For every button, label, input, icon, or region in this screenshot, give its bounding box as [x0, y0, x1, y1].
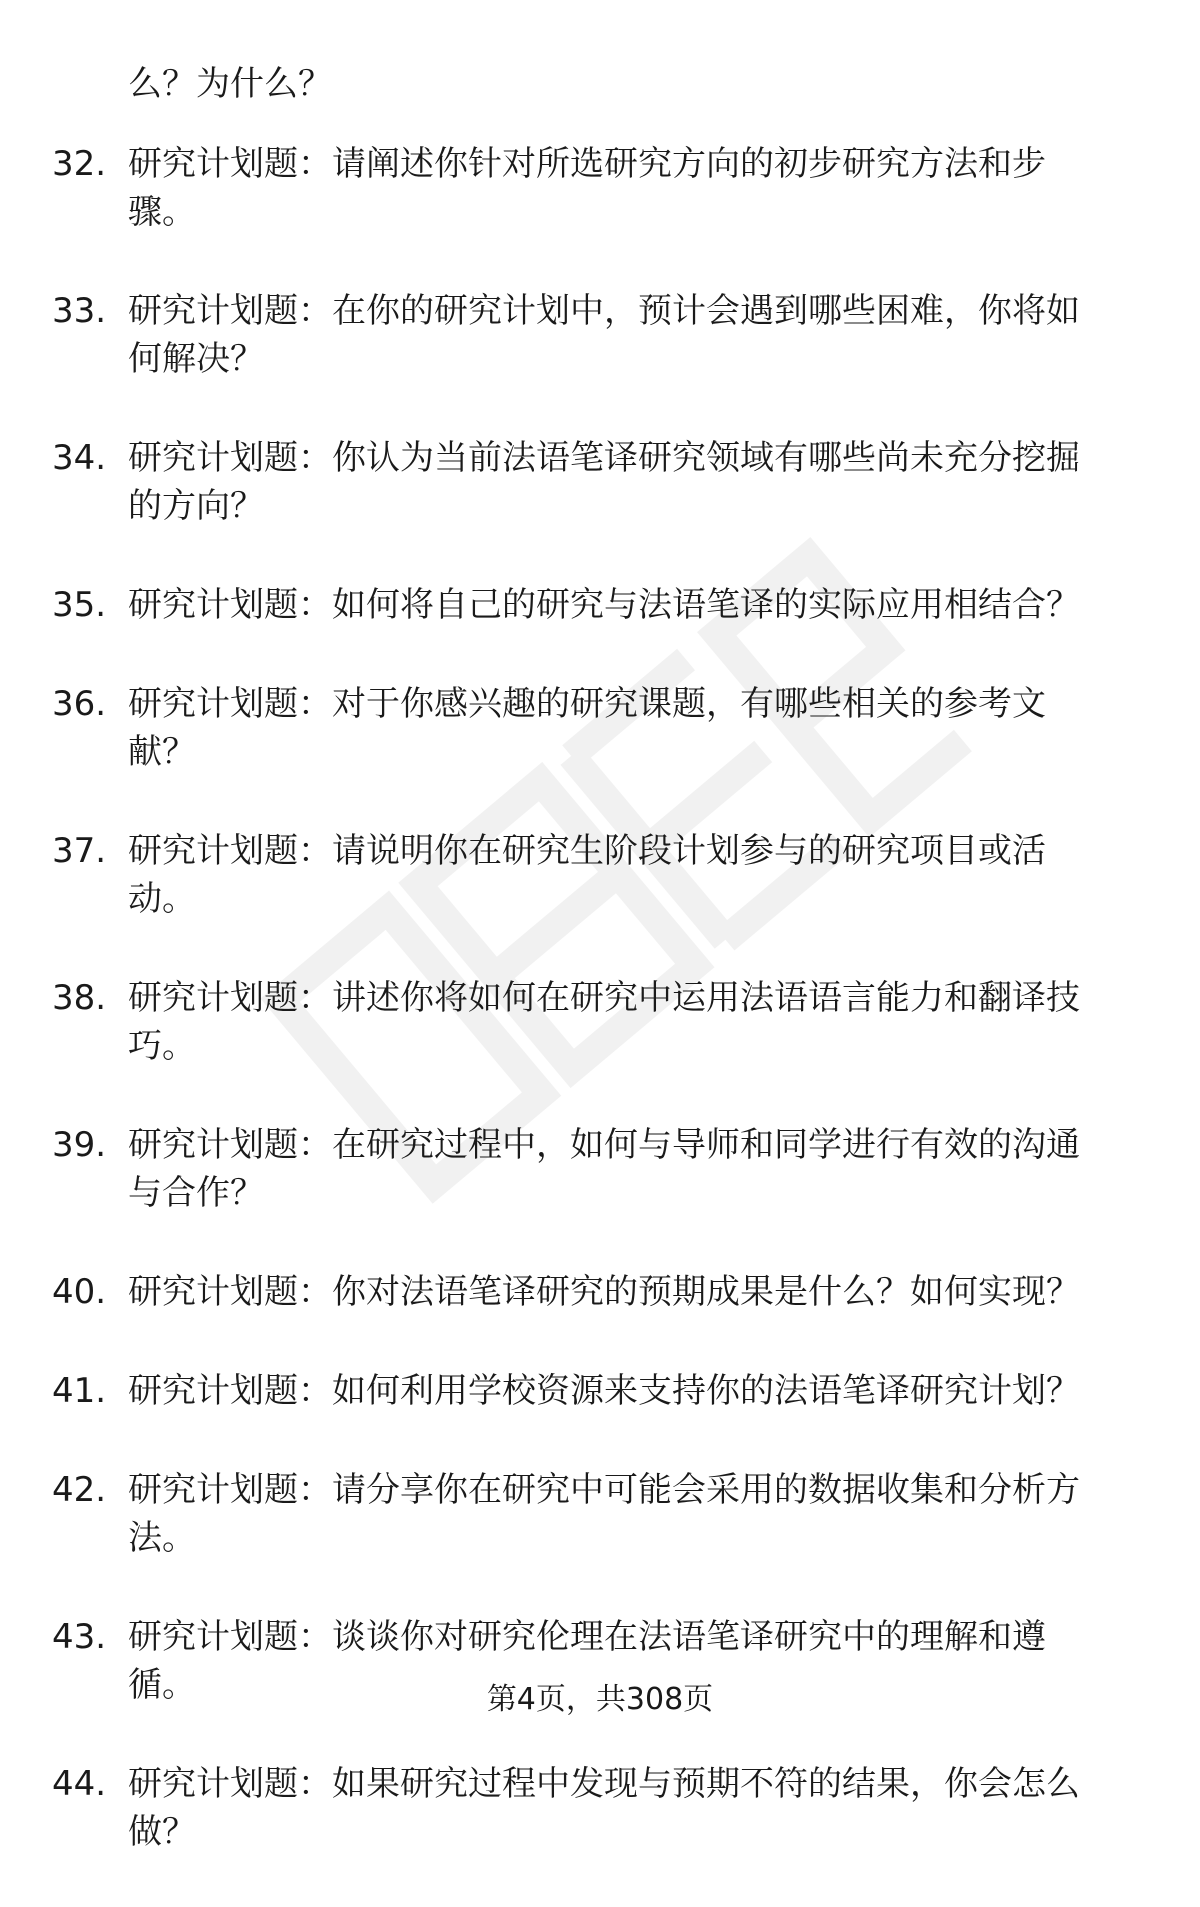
question-text-line: 研究计划题：请阐述你针对所选研究方向的初步研究方法和步: [128, 144, 1046, 184]
question-text: [128, 1760, 1138, 1856]
question-text-line: 循。: [128, 1665, 196, 1705]
question-item: [0, 287, 1200, 434]
question-number: 38.: [52, 978, 107, 1018]
question-number: 41.: [52, 1371, 107, 1411]
question-text-line: 骤。: [128, 192, 196, 232]
question-text: [128, 1466, 1138, 1562]
page-footer: 第4页，共308页: [486, 1682, 714, 1717]
question-text: [128, 581, 1138, 629]
question-number: 37.: [52, 831, 107, 871]
question-text-line: 研究计划题：你对法语笔译研究的预期成果是什么？如何实现？: [128, 1272, 1080, 1312]
question-number: 33.: [52, 291, 107, 331]
question-text-line: 研究计划题：谈谈你对研究伦理在法语笔译研究中的理解和遵: [128, 1617, 1046, 1657]
question-number: 39.: [52, 1125, 107, 1165]
question-text-line: 研究计划题：请说明你在研究生阶段计划参与的研究项目或活: [128, 831, 1046, 871]
question-number: 34.: [52, 438, 107, 478]
question-number: 32.: [52, 144, 107, 184]
question-item: [0, 434, 1200, 581]
question-number: 35.: [52, 585, 107, 625]
question-text-line: 巧。: [128, 1026, 196, 1066]
question-number: 40.: [52, 1272, 107, 1312]
question-text: [128, 1268, 1138, 1316]
question-item: [0, 974, 1200, 1121]
question-item: [0, 680, 1200, 827]
question-text: [128, 1367, 1138, 1415]
question-text-line: 研究计划题：请分享你在研究中可能会采用的数据收集和分析方: [128, 1470, 1080, 1510]
question-number: 42.: [52, 1470, 107, 1510]
question-text-line: 法。: [128, 1518, 196, 1558]
question-item: [0, 1466, 1200, 1613]
question-number: 36.: [52, 684, 107, 724]
question-text-line: 献？: [128, 732, 196, 772]
question-text: [128, 287, 1138, 383]
question-item: [0, 581, 1200, 680]
question-text-line: 研究计划题：如果研究过程中发现与预期不符的结果，你会怎么: [128, 1764, 1080, 1804]
question-text: [128, 827, 1138, 923]
question-text-line: 研究计划题：在研究过程中，如何与导师和同学进行有效的沟通: [128, 1125, 1080, 1165]
question-number: 44.: [52, 1764, 107, 1804]
question-item: [0, 1760, 1200, 1907]
question-text-line: 何解决？: [128, 339, 264, 379]
question-text: [128, 140, 1138, 236]
question-text-line: 研究计划题：在你的研究计划中，预计会遇到哪些困难，你将如: [128, 291, 1080, 331]
question-item: [0, 1121, 1200, 1268]
continued-question-text: 么？为什么？: [128, 64, 332, 104]
question-item: [0, 1367, 1200, 1466]
question-text-line: 研究计划题：如何将自己的研究与法语笔译的实际应用相结合？: [128, 585, 1080, 625]
question-item: [0, 827, 1200, 974]
question-text: [128, 1121, 1138, 1217]
question-text-line: 研究计划题：讲述你将如何在研究中运用法语语言能力和翻译技: [128, 978, 1080, 1018]
question-text-line: 研究计划题：你认为当前法语笔译研究领域有哪些尚未充分挖掘: [128, 438, 1080, 478]
question-text-line: 做？: [128, 1812, 196, 1852]
question-text-line: 的方向？: [128, 486, 264, 526]
question-text: [128, 434, 1138, 530]
question-number: 43.: [52, 1617, 107, 1657]
question-text-line: 动。: [128, 879, 196, 919]
question-item: [0, 140, 1200, 287]
question-text-line: 研究计划题：如何利用学校资源来支持你的法语笔译研究计划？: [128, 1371, 1080, 1411]
question-text: [128, 974, 1138, 1070]
question-item: [0, 1268, 1200, 1367]
question-list: [0, 140, 1200, 1907]
question-text: [128, 680, 1138, 776]
question-text-line: 与合作？: [128, 1173, 264, 1213]
question-text-line: 研究计划题：对于你感兴趣的研究课题，有哪些相关的参考文: [128, 684, 1046, 724]
